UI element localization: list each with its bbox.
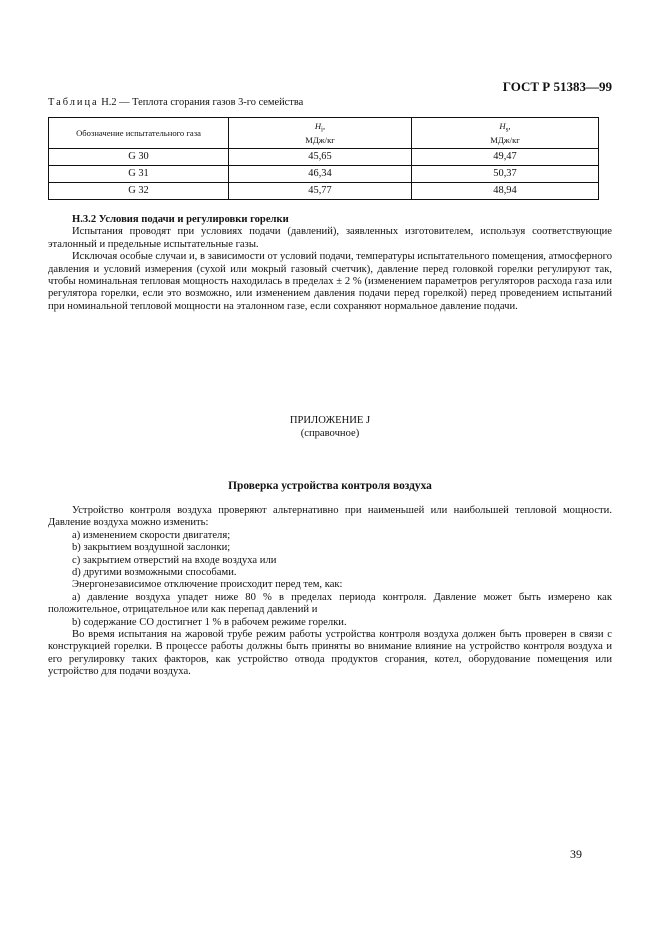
paragraph: Во время испытания на жаровой трубе режим работы устройства контроля воздуха должен быть проверен в связи с конструкцией горелки. В процессе работы должны быть приняты во внимание влияние на устройство контроля воздуха и его регулировку таких факторов, как устройство отвода продуктов сгорания, котел, оборудование помещения или устройство для подачи воздуха. <box>48 629 612 678</box>
appendix-body <box>48 505 612 679</box>
table-caption <box>48 97 303 109</box>
cell: 48,94 <box>412 183 599 200</box>
header-gas-designation: Обозначение испытательного газа <box>49 118 229 149</box>
cell: 50,37 <box>412 166 599 183</box>
page-number: 39 <box>570 847 582 861</box>
caption-prefix: Таблица <box>48 97 99 108</box>
list-item: b) закрытием воздушной заслонки; <box>72 542 231 554</box>
list-item: d) другими возможными способами. <box>72 567 237 579</box>
paragraph: Исключая особые случаи и, в зависимости от условий подачи, температуры испытательного помещения, атмосферного давления и условий измерения (сухой или мокрый газовый счетчик), давление перед головкой горелки регулируют так, чтобы номинальная тепловая мощность находилась в пределах ± 2 % (изменением параметров регуляторов расхода газа или регулятора горелки, если это возможно, или изменением давления подачи перед горелкой) перед проведением испытаний при номинальной тепловой мощности на эталонном газе, если сохраняют нормальное давление подачи. <box>48 251 612 312</box>
cell: 45,65 <box>229 149 412 166</box>
header-hs: $H_s$, МДж/кг <box>412 118 599 149</box>
table-row <box>49 166 599 183</box>
list-item: a) давление воздуха упадет ниже 80 % в пределах периода контроля. Давление может быть измерено как положительное, отрицательное или как перепад давлений и <box>48 591 612 616</box>
cell: G 30 <box>49 149 229 166</box>
table-row <box>49 183 599 200</box>
list-item: c) закрытием отверстий на входе воздуха или <box>72 554 277 566</box>
appendix-subtitle: (справочное) <box>300 428 360 439</box>
hi-sub: i <box>321 125 324 134</box>
hi-symbol: H <box>314 121 322 132</box>
list-item: b) содержание СО достигнет 1 % в рабочем режиме горелки. <box>72 616 347 628</box>
cell: G 32 <box>49 183 229 200</box>
hi-unit: МДж/кг <box>305 134 335 145</box>
caption-text: Н.2 — Теплота сгорания газов 3-го семейства <box>98 97 304 108</box>
table-header-row <box>49 118 599 149</box>
table-row <box>49 149 599 166</box>
cell: 45,77 <box>229 183 412 200</box>
header-hi: $H_i$, МДж/кг <box>229 118 412 149</box>
section-h32 <box>48 214 612 313</box>
appendix-heading: Проверка устройства контроля воздуха <box>228 480 432 492</box>
paragraph: Устройство контроля воздуха проверяют альтернативно при наименьшей или наибольшей тепловой мощности. Давление воздуха можно изменить: <box>48 505 612 529</box>
cell: G 31 <box>49 166 229 183</box>
hs-sub: s <box>505 125 509 134</box>
paragraph: Энергонезависимое отключение происходит перед тем, как: <box>72 579 343 591</box>
paragraph: Испытания проводят при условиях подачи (давлений), заявленных изготовителем, используя соответствующие эталонный и предельные испытательные газы. <box>48 226 612 250</box>
list-item: a) изменением скорости двигателя; <box>72 529 231 541</box>
gas-heat-table <box>48 117 599 200</box>
cell: 46,34 <box>229 166 412 183</box>
appendix-title: ПРИЛОЖЕНИЕ J <box>289 415 371 426</box>
hs-symbol: H <box>499 121 506 132</box>
hs-unit: МДж/кг <box>490 134 520 145</box>
document-id: ГОСТ Р 51383—99 <box>502 79 612 94</box>
cell: 49,47 <box>412 149 599 166</box>
section-title: Н.3.2 Условия подачи и регулировки горелки <box>72 214 289 225</box>
